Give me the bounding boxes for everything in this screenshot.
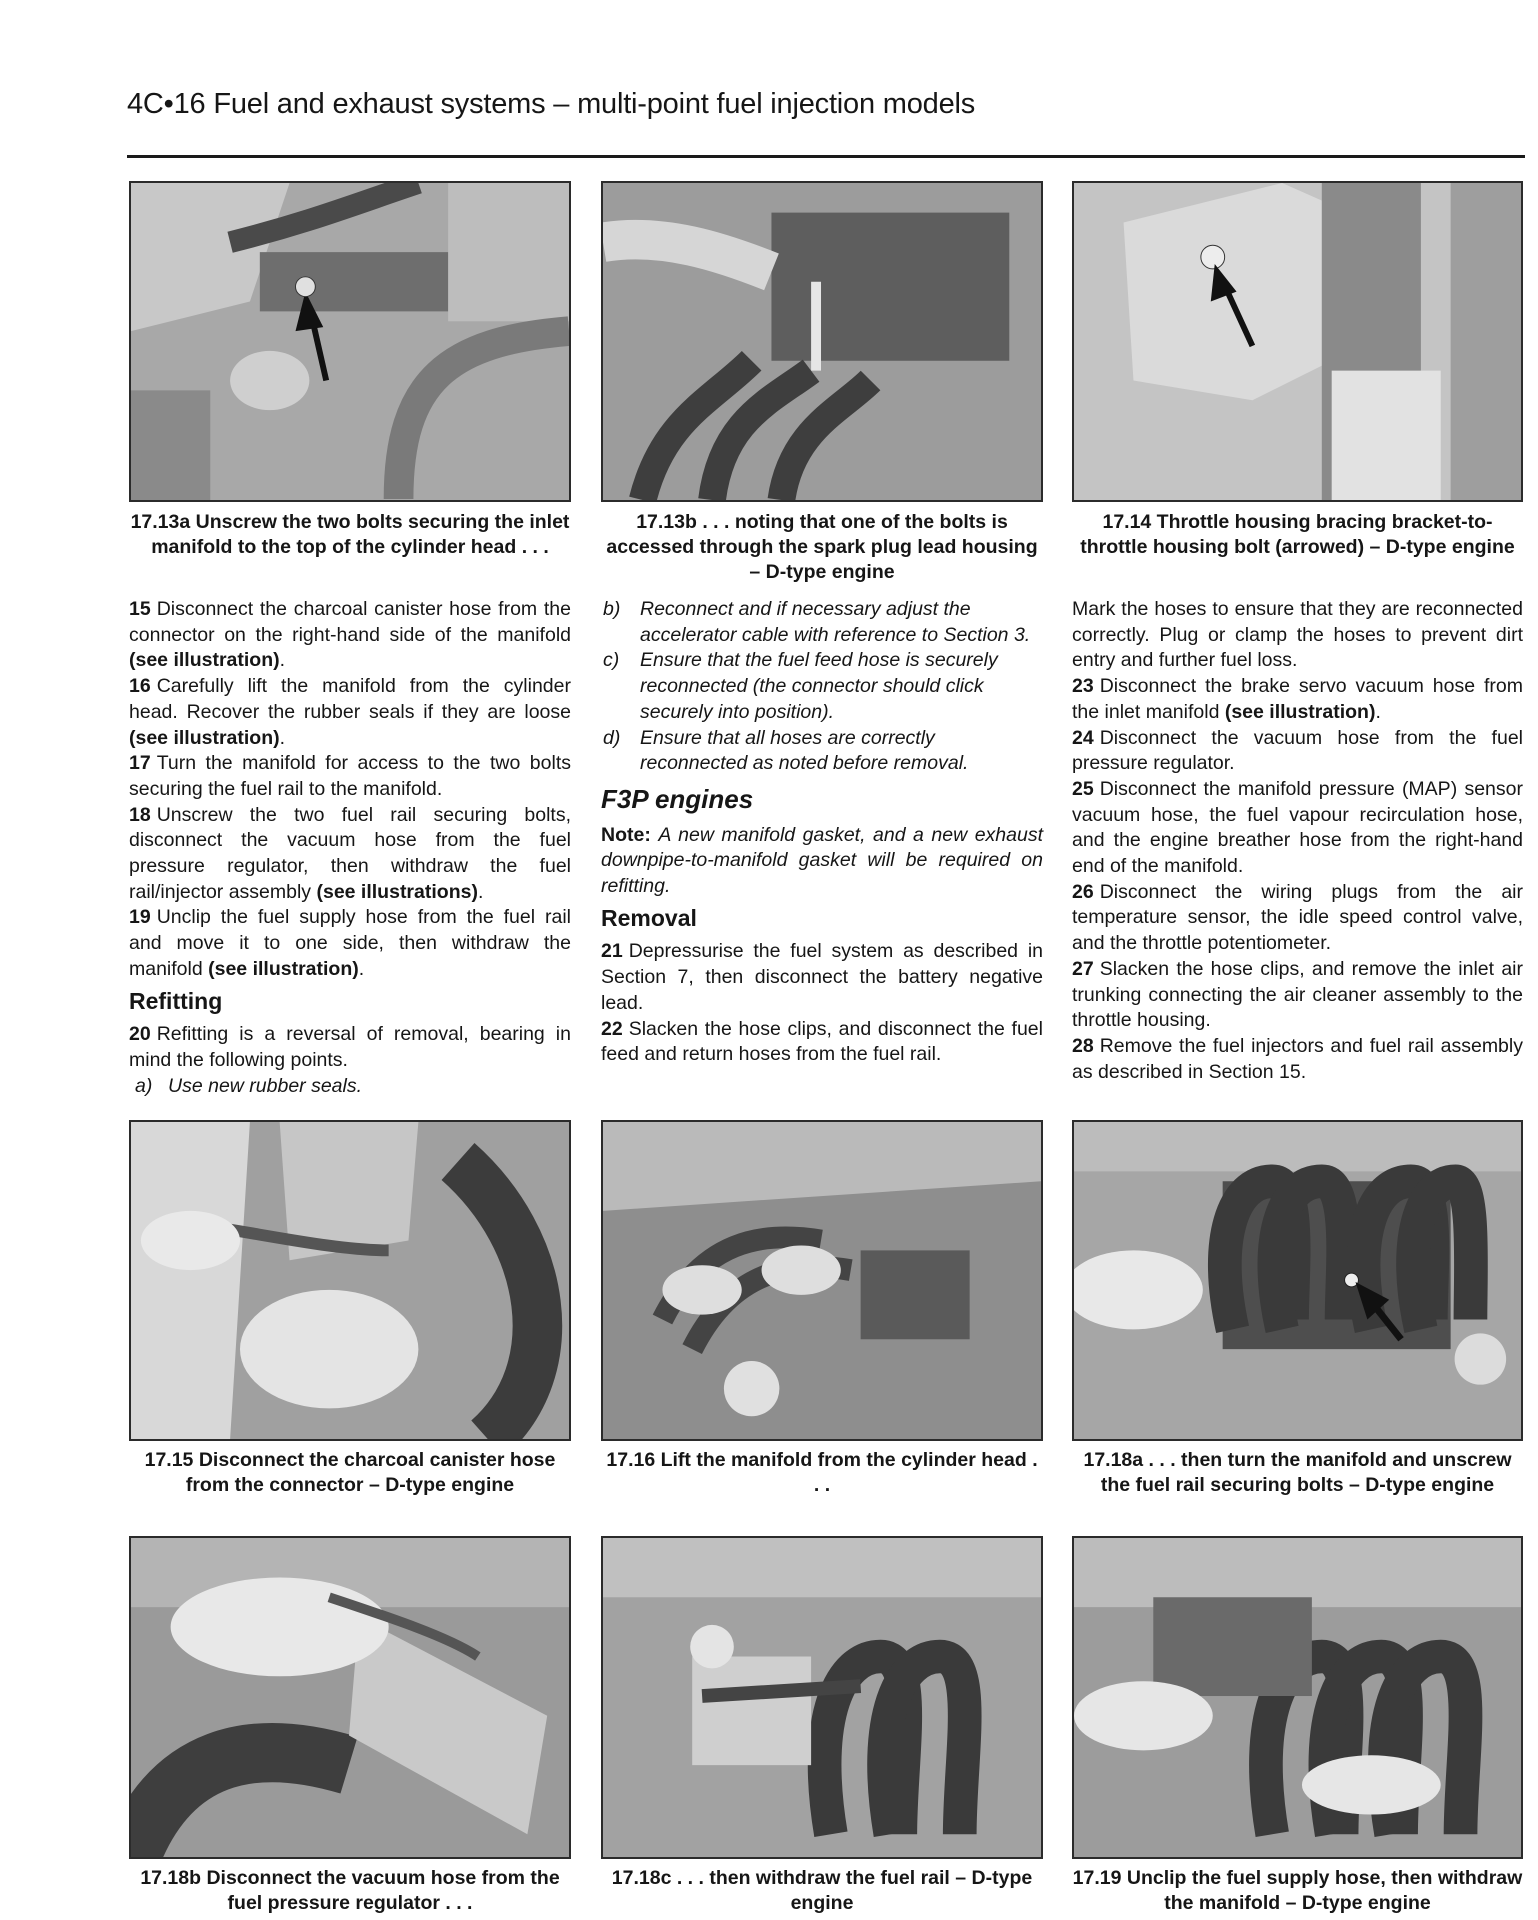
engine-photo-17-18c xyxy=(603,1538,1041,1857)
heading-refitting: Refitting xyxy=(129,987,223,1014)
text-column-1 xyxy=(129,597,571,1099)
paragraph-continued: Mark the hoses to ensure that they are reconnected correctly. Plug or clamp the hoses to prevent dirt entry and further fuel loss. xyxy=(1072,598,1523,672)
caption-17-15: 17.15 Disconnect the charcoal canister hose from the connector – D-type engine xyxy=(144,1449,556,1496)
paragraph-27: 27 Slacken the hose clips, and remove the inlet air trunking connecting the air cleaner assembly to the throttle housing. xyxy=(1072,957,1523,1032)
caption-17-19: 17.19 Unclip the fuel supply hose, then withdraw the manifold – D-type engine xyxy=(1072,1867,1523,1914)
caption-17-16: 17.16 Lift the manifold from the cylinder head . . . xyxy=(606,1449,1038,1496)
paragraph-23: 23 Disconnect the brake servo vacuum hose from the inlet manifold (see illustration). xyxy=(1072,675,1523,723)
list-item-c: c) Ensure that the fuel feed hose is securely reconnected (the connector should click securely into position). xyxy=(603,649,998,723)
paragraph-15: 15 Disconnect the charcoal canister hose from the connector on the right-hand side of the manifold (see illustration). xyxy=(129,598,571,672)
photo-17-18a xyxy=(1072,1120,1523,1441)
heading-removal: Removal xyxy=(601,904,697,931)
engine-photo-17-13a xyxy=(131,183,569,500)
photo-17-14 xyxy=(1072,181,1523,502)
text-column-2 xyxy=(601,597,1043,1068)
paragraph-25: 25 Disconnect the manifold pressure (MAP) sensor vacuum hose, the fuel vapour recirculation hose, and the engine breather hose from the right-hand end of the manifold. xyxy=(1072,777,1523,878)
paragraph-18: 18 Unscrew the two fuel rail securing bolts, disconnect the vacuum hose from the fuel pressure regulator, then withdraw the fuel rail/injector assembly (see illustrations). xyxy=(129,803,571,903)
photo-17-13b xyxy=(601,181,1043,502)
photo-17-18c xyxy=(601,1536,1043,1859)
paragraph-16: 16 Carefully lift the manifold from the cylinder head. Recover the rubber seals if they are loose (see illustration). xyxy=(129,675,571,749)
paragraph-19: 19 Unclip the fuel supply hose from the fuel rail and move it to one side, then withdraw the manifold (see illustration). xyxy=(129,906,571,980)
photo-17-15 xyxy=(129,1120,571,1441)
photo-17-18b xyxy=(129,1536,571,1859)
text-column-3 xyxy=(1072,597,1523,1085)
paragraph-21: 21 Depressurise the fuel system as described in Section 7, then disconnect the battery negative lead. xyxy=(601,940,1043,1014)
paragraph-24: 24 Disconnect the vacuum hose from the fuel pressure regulator. xyxy=(1072,726,1523,775)
engine-photo-17-18b xyxy=(131,1538,569,1857)
heading-f3p-engines: F3P engines xyxy=(601,783,754,814)
list-item-b: b) Reconnect and if necessary adjust the accelerator cable with reference to Section 3. xyxy=(603,598,1031,646)
engine-photo-17-13b xyxy=(603,183,1041,500)
caption-17-13a: 17.13a Unscrew the two bolts securing the inlet manifold to the top of the cylinder head . . . xyxy=(130,511,570,558)
caption-17-18b: 17.18b Disconnect the vacuum hose from the fuel pressure regulator . . . xyxy=(140,1867,560,1914)
caption-17-18a: 17.18a . . . then turn the manifold and unscrew the fuel rail securing bolts – D-type engine xyxy=(1083,1449,1512,1496)
engine-photo-17-16 xyxy=(603,1122,1041,1439)
photo-17-19 xyxy=(1072,1536,1523,1859)
header-rule xyxy=(127,155,1525,158)
paragraph-22: 22 Slacken the hose clips, and disconnect the fuel feed and return hoses from the fuel rail. xyxy=(601,1017,1043,1066)
list-item-d: d) Ensure that all hoses are correctly reconnected as noted before removal. xyxy=(603,726,969,775)
caption-17-14: 17.14 Throttle housing bracing bracket-to-throttle housing bolt (arrowed) – D-type engine xyxy=(1080,511,1515,558)
paragraph-20: 20 Refitting is a reversal of removal, bearing in mind the following points. xyxy=(129,1023,571,1071)
engine-photo-17-14 xyxy=(1074,183,1521,500)
caption-17-18c: 17.18c . . . then withdraw the fuel rail – D-type engine xyxy=(611,1867,1033,1914)
page-header-title: 4C•16 Fuel and exhaust systems – multi-point fuel injection models xyxy=(127,88,976,120)
paragraph-26: 26 Disconnect the wiring plugs from the air temperature sensor, the idle speed control valve, and the throttle potentiometer. xyxy=(1072,880,1523,955)
paragraph-28: 28 Remove the fuel injectors and fuel rail assembly as described in Section 15. xyxy=(1072,1034,1523,1083)
caption-17-13b: 17.13b . . . noting that one of the bolts is accessed through the spark plug lead housing – D-type engine xyxy=(606,511,1038,583)
list-item-a: a) Use new rubber seals. xyxy=(135,1074,363,1097)
engine-photo-17-15 xyxy=(131,1122,569,1439)
paragraph-17: 17 Turn the manifold for access to the two bolts securing the fuel rail to the manifold. xyxy=(129,752,571,800)
note-paragraph: Note: A new manifold gasket, and a new exhaust downpipe-to-manifold gasket will be required on refitting. xyxy=(601,823,1043,898)
engine-photo-17-18a xyxy=(1074,1122,1521,1439)
photo-17-13a xyxy=(129,181,571,502)
engine-photo-17-19 xyxy=(1074,1538,1521,1857)
photo-17-16 xyxy=(601,1120,1043,1441)
